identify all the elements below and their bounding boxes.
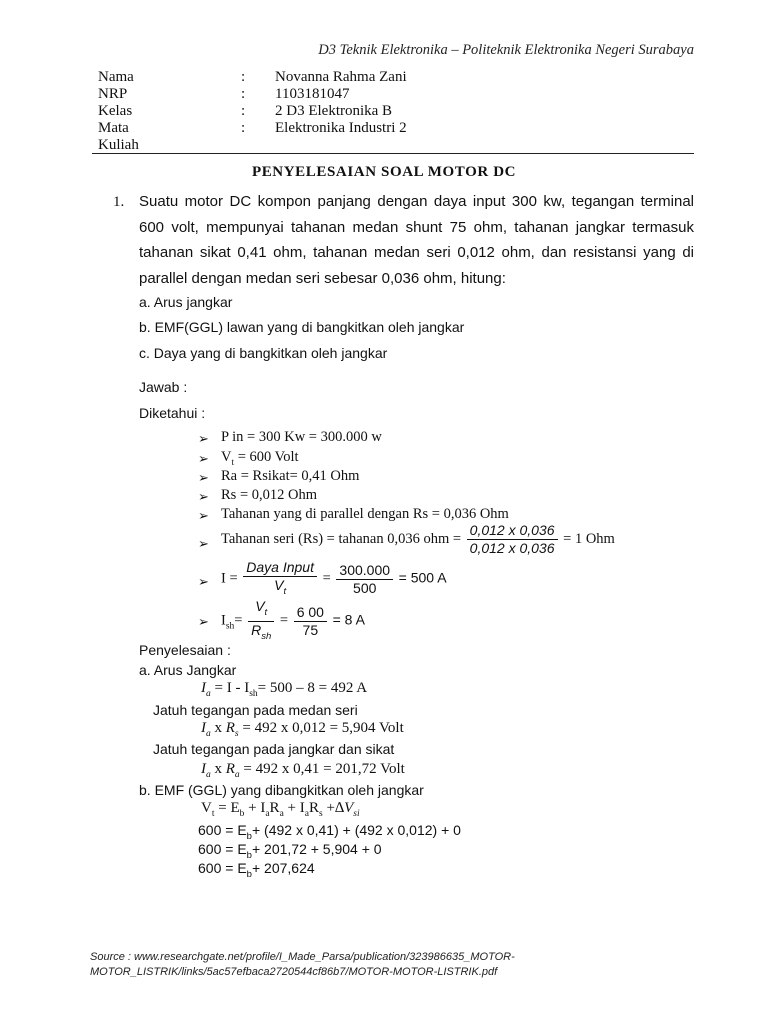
given-current: I = $\frac{\text{Daya Input}}{V_t}$ = $\frac{300.000}{500}$ = 500 A	[221, 559, 447, 600]
part-b-heading: b. EMF (GGL) yang dibangkitkan oleh jangkar	[139, 782, 424, 798]
given-series-resistance: Tahanan seri (Rs) = tahanan 0,036 ohm = $\frac{0,012 x 0,036}{0,012 x 0,036}$ = 1 Ohm	[221, 522, 615, 556]
arrow-bullet-icon: ➢	[198, 470, 209, 485]
info-value: 1103181047	[275, 86, 350, 102]
given-shunt-current: $I_{sh}=$ $\frac{V_t}{R_{sh}}$ = $\frac{6 00}{75}$ = 8 A	[221, 598, 365, 645]
info-colon: :	[241, 69, 246, 85]
page-title: PENYELESAIAN SOAL MOTOR DC	[251, 164, 517, 180]
info-label: NRP	[98, 86, 128, 102]
part-a-heading: a. Arus Jangkar	[139, 662, 237, 678]
current-fraction-1: $\frac{\text{Daya Input}}{V_t}$	[243, 559, 317, 600]
source-line-2: MOTOR_LISTRIK/links/5ac57efbaca2720544cf86b7/MOTOR-MOTOR-LISTRIK.pdf	[90, 966, 498, 978]
document-header: D3 Teknik Elektronika – Politeknik Elektronika Negeri Surabaya	[318, 42, 694, 58]
emf-step-2: $600 = E_b+ 201,72 + 5,904 + 0$	[198, 841, 382, 861]
arrow-bullet-icon: ➢	[198, 508, 209, 523]
series-fraction: $\frac{0,012 x 0,036}{0,012 x 0,036}$	[467, 522, 558, 557]
given-pin: P in = 300 Kw = 300.000 w	[221, 429, 382, 445]
series-drop-equation: $I_a$ x $R_s = 492$ x 0,012 = 5,904 Volt	[201, 720, 404, 739]
given-rs: Rs = 0,012 Ohm	[221, 487, 317, 503]
arrow-bullet-icon: ➢	[198, 574, 209, 589]
arrow-bullet-icon: ➢	[198, 451, 209, 466]
penyelesaian-label: Penyelesaian :	[139, 642, 231, 658]
info-label: Kelas	[98, 103, 133, 119]
arrow-bullet-icon: ➢	[198, 536, 209, 551]
info-label: Mata Kuliah	[98, 120, 139, 153]
armature-drop-label: Jatuh tegangan pada jangkar dan sikat	[153, 741, 395, 757]
info-colon: :	[241, 86, 246, 102]
info-value: 2 D3 Elektronika B	[275, 103, 393, 119]
source-footer	[90, 950, 515, 980]
arrow-bullet-icon: ➢	[198, 431, 209, 446]
sub-question-c: c. Daya yang di bangkitkan oleh jangkar	[139, 345, 388, 361]
emf-general-equation: $V_t = E_b + I_aR_a + I_aR_s +\Delta V_{si}$	[201, 800, 360, 819]
given-ra: Ra = Rsikat= 0,41 Ohm	[221, 468, 360, 484]
given-vt: $V_t = 600$ Volt	[221, 449, 299, 468]
sub-question-a: a. Arus jangkar	[139, 294, 233, 310]
info-colon: :	[241, 103, 246, 119]
info-colon: :	[241, 120, 246, 136]
armature-drop-equation: $I_a$ x $R_a = 492$ x 0,41 = 201,72 Volt	[201, 761, 405, 780]
shunt-fraction-2: $\frac{6 00}{75}$	[294, 604, 327, 639]
armature-current-equation: $I_a = I - I_{sh}= 500 - 8 = 492$ A	[201, 680, 368, 699]
emf-step-1: $600 = E_b+ (492$ x 0,41) + (492 x 0,012) + 0	[198, 822, 461, 842]
emf-step-3: $600 = E_b+ 207,624$	[198, 860, 315, 880]
source-line-1: Source : www.researchgate.net/profile/I_Made_Parsa/publication/323986635_MOTOR-	[90, 951, 515, 963]
info-value: Elektronika Industri 2	[275, 120, 407, 136]
current-fraction-2: $\frac{300.000}{500}$	[336, 562, 393, 597]
arrow-bullet-icon: ➢	[198, 614, 209, 629]
question-number: 1.	[113, 194, 125, 210]
diketahui-label: Diketahui :	[139, 405, 206, 421]
jawab-label: Jawab :	[139, 379, 188, 395]
given-parallel: Tahanan yang di parallel dengan Rs = 0,036 Ohm	[221, 506, 509, 522]
info-label: Nama	[98, 69, 134, 85]
horizontal-divider	[92, 153, 694, 154]
question-text: Suatu motor DC kompon panjang dengan daya input 300 kw, tegangan terminal 600 volt, mempunyai tahanan medan shunt 75 ohm, tahanan jangkar termasuk tahanan sikat 0,41 ohm, tahanan medan seri 0,012 ohm, dan resistansi yang di parallel dengan medan seri sebesar 0,036 ohm, hitung:	[139, 193, 694, 287]
sub-question-b: b. EMF(GGL) lawan yang di bangkitkan oleh jangkar	[139, 319, 465, 335]
series-drop-label: Jatuh tegangan pada medan seri	[153, 702, 358, 718]
shunt-fraction-1: $\frac{V_t}{R_{sh}}$	[248, 598, 274, 645]
arrow-bullet-icon: ➢	[198, 489, 209, 504]
info-value: Novanna Rahma Zani	[275, 69, 407, 85]
